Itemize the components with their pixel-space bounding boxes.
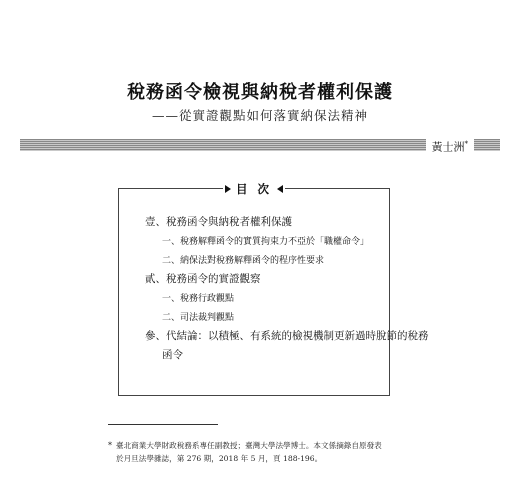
footnote-mark: * xyxy=(108,441,112,450)
author-label xyxy=(426,138,475,154)
footnote-line: 於月旦法學雜誌，第 276 期，2018 年 5 月，頁 188-196。 xyxy=(116,454,323,463)
footnote xyxy=(108,439,416,465)
toc-heading: 目 次 xyxy=(223,179,285,199)
toc-item: 參、代結論：以積極、有系統的檢視機制更新過時脫節的稅務 xyxy=(145,330,429,342)
article-subtitle: ——從實證觀點如何落實納保法精神 xyxy=(151,108,368,123)
footnote-line: 臺北商業大學財政稅務系專任副教授；臺灣大學法學博士。本文係摘錄自原發表 xyxy=(116,441,382,450)
toc-item-continuation: 函令 xyxy=(162,349,183,361)
author-band xyxy=(20,139,500,154)
toc-item: 貳、稅務函令的實證觀察 xyxy=(145,273,261,285)
author-footnote-mark: * xyxy=(464,140,468,148)
toc-item: 二、司法裁判觀點 xyxy=(162,313,235,323)
author-name: 黃士洲 xyxy=(431,140,465,154)
table-of-contents xyxy=(118,182,429,396)
footnote-divider xyxy=(108,424,218,425)
article-title: 稅務函令檢視與納稅者權利保護 xyxy=(127,82,393,103)
toc-item: 一、稅務行政觀點 xyxy=(162,294,235,304)
toc-item: 一、稅務解釋函令的實質拘束力不亞於「職權命令」 xyxy=(162,237,370,247)
toc-item: 壹、稅務函令與納稅者權利保護 xyxy=(145,216,292,228)
toc-item: 二、納保法對稅務解釋函令的程序性要求 xyxy=(162,256,325,266)
